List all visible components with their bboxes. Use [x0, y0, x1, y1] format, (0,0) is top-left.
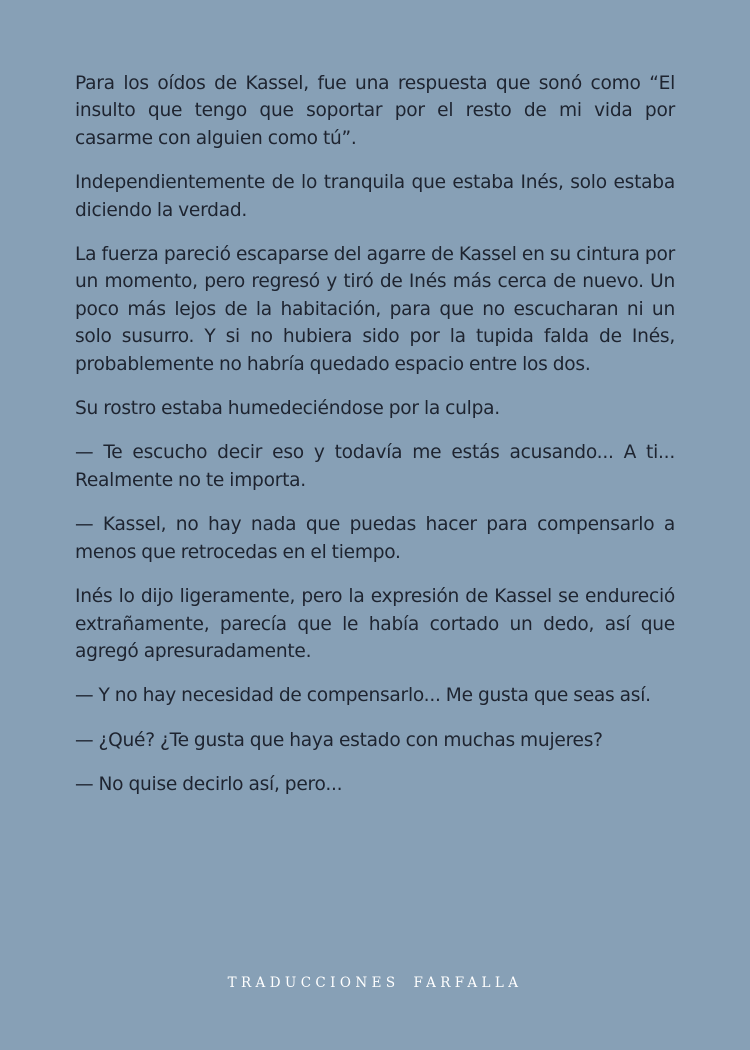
paragraph: Para los oídos de Kassel, fue una respuesta que sonó como “El insulto que tengo que soportar por el resto de mi vida por casarme con alguien como tú”.: [75, 73, 675, 149]
footer-credit: [0, 975, 750, 991]
paragraph: Independientemente de lo tranquila que estaba Inés, solo estaba diciendo la verdad.: [75, 172, 675, 221]
footer-word-traducciones: TRADUCCIONES: [227, 975, 400, 991]
dialogue-line: — Kassel, no hay nada que puedas hacer para compensarlo a menos que retrocedas en el tiempo.: [75, 514, 675, 563]
dialogue-line: — ¿Qué? ¿Te gusta que haya estado con muchas mujeres?: [75, 729, 603, 751]
footer-word-farfalla: FARFALLA: [413, 975, 523, 991]
paragraph: La fuerza pareció escaparse del agarre de Kassel en su cintura por un momento, pero regresó y tiró de Inés más cerca de nuevo. Un poco más lejos de la habitación, para que no escucharan ni un solo susurro. Y si no hubiera sido por la tupida falda de Inés, probablemente no habría quedado espacio entre los dos.: [75, 244, 675, 375]
body-text: [75, 70, 675, 816]
dialogue-line: — Te escucho decir eso y todavía me estás acusando... A ti... Realmente no te importa.: [75, 442, 675, 491]
paragraph: Su rostro estaba humedeciéndose por la culpa.: [75, 398, 500, 420]
dialogue-line: — No quise decirlo así, pero...: [75, 774, 343, 796]
paragraph: Inés lo dijo ligeramente, pero la expresión de Kassel se endureció extrañamente, parecía que le había cortado un dedo, así que agregó apresuradamente.: [75, 586, 675, 662]
dialogue-line: — Y no hay necesidad de compensarlo... Me gusta que seas así.: [75, 685, 651, 707]
